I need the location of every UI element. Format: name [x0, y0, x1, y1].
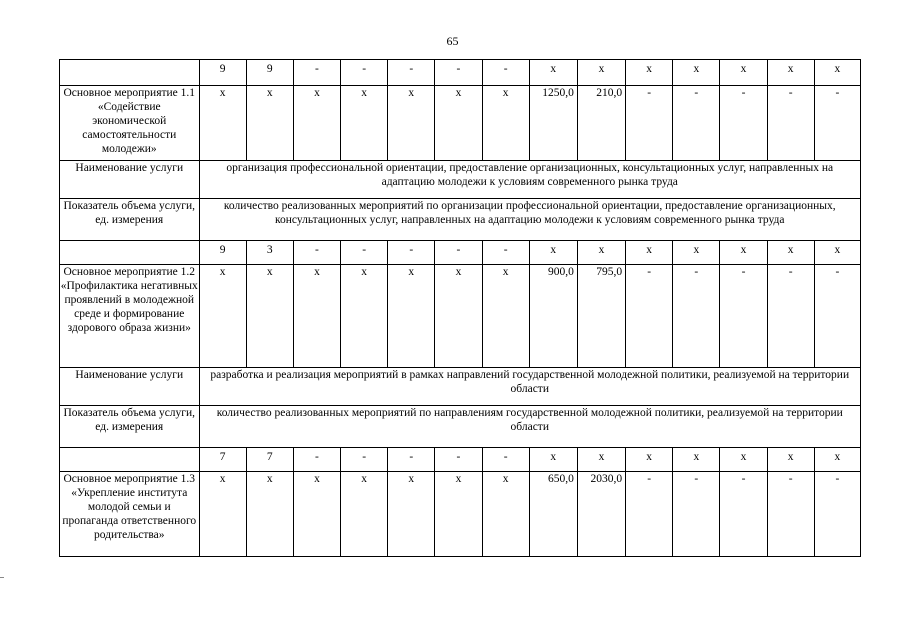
- table-cell: 1250,0: [529, 86, 577, 161]
- table-row: [60, 60, 861, 86]
- table-row: [60, 161, 861, 199]
- table-cell: х: [626, 60, 673, 86]
- table-cell: х: [293, 472, 340, 557]
- table-cell: -: [626, 472, 673, 557]
- table-cell: -: [626, 265, 673, 368]
- table-cell: х: [388, 472, 435, 557]
- table-cell: х: [199, 86, 246, 161]
- table-cell: х: [529, 60, 577, 86]
- table-cell: -: [626, 86, 673, 161]
- table-cell: х: [482, 86, 529, 161]
- table-cell: -: [482, 448, 529, 472]
- table-cell: х: [341, 265, 388, 368]
- table-cell: х: [814, 60, 860, 86]
- table-cell: -: [482, 241, 529, 265]
- table-cell: х: [814, 448, 860, 472]
- table-cell: -: [814, 86, 860, 161]
- indicator-text: количество реализованных мероприятий по организации профессиональной ориентации, предоставление организационных, консультационных услуг, направленных на адаптацию молодежи к условиям современного рынка труда: [199, 199, 860, 241]
- table-cell: -: [673, 265, 720, 368]
- table-row: [60, 199, 861, 241]
- table-cell: х: [767, 448, 814, 472]
- empty-label: [60, 241, 200, 265]
- table-cell: -: [767, 265, 814, 368]
- table-cell: -: [341, 241, 388, 265]
- table-cell: 2030,0: [577, 472, 625, 557]
- table-cell: -: [814, 265, 860, 368]
- table-cell: -: [388, 448, 435, 472]
- table-cell: х: [626, 241, 673, 265]
- indicator-text: количество реализованных мероприятий по направлениям государственной молодежной политики, реализуемой на территории области: [199, 406, 860, 448]
- table-cell: -: [293, 60, 340, 86]
- table-row: [60, 368, 861, 406]
- table-row: [60, 472, 861, 557]
- indicator-label: Показатель объема услуги, ед. измерения: [60, 199, 200, 241]
- table-row: [60, 406, 861, 448]
- table-cell: х: [293, 86, 340, 161]
- table-cell: х: [199, 472, 246, 557]
- table-cell: х: [388, 265, 435, 368]
- table-cell: -: [767, 472, 814, 557]
- table-cell: х: [720, 60, 767, 86]
- event-label: Основное мероприятие 1.1 «Содействие экономической самостоятельности молодежи»: [60, 86, 200, 161]
- table-cell: 9: [199, 241, 246, 265]
- table-row: [60, 265, 861, 368]
- table-cell: 7: [199, 448, 246, 472]
- table-cell: х: [341, 86, 388, 161]
- table-cell: 650,0: [529, 472, 577, 557]
- service-label: Наименование услуги: [60, 161, 200, 199]
- empty-label: [60, 448, 200, 472]
- table-row: [60, 241, 861, 265]
- table-cell: -: [435, 60, 482, 86]
- indicator-label: Показатель объема услуги, ед. измерения: [60, 406, 200, 448]
- table-cell: х: [482, 265, 529, 368]
- table-cell: -: [293, 448, 340, 472]
- program-table: [59, 59, 861, 557]
- table-row: [60, 86, 861, 161]
- table-cell: х: [577, 60, 625, 86]
- table-cell: -: [388, 241, 435, 265]
- table-cell: х: [673, 60, 720, 86]
- table-cell: 795,0: [577, 265, 625, 368]
- table-cell: -: [814, 472, 860, 557]
- table-cell: 9: [199, 60, 246, 86]
- table-cell: х: [577, 241, 625, 265]
- table-cell: -: [388, 60, 435, 86]
- table-cell: 3: [246, 241, 293, 265]
- table-cell: х: [435, 265, 482, 368]
- table-cell: -: [482, 60, 529, 86]
- table-cell: х: [529, 241, 577, 265]
- table-cell: х: [435, 86, 482, 161]
- table-cell: -: [673, 86, 720, 161]
- table-cell: х: [720, 448, 767, 472]
- table-cell: х: [246, 265, 293, 368]
- event-label: Основное мероприятие 1.2 «Профилактика негативных проявлений в молодежной среде и формирование здорового образа жизни»: [60, 265, 200, 368]
- table-cell: х: [529, 448, 577, 472]
- table-cell: 900,0: [529, 265, 577, 368]
- table-cell: -: [341, 448, 388, 472]
- table-cell: х: [626, 448, 673, 472]
- table-cell: х: [388, 86, 435, 161]
- table-cell: -: [435, 241, 482, 265]
- service-text: разработка и реализация мероприятий в рамках направлений государственной молодежной политики, реализуемой на территории области: [199, 368, 860, 406]
- table-cell: х: [577, 448, 625, 472]
- table-cell: -: [293, 241, 340, 265]
- table-cell: 7: [246, 448, 293, 472]
- table-cell: х: [246, 86, 293, 161]
- table-cell: х: [435, 472, 482, 557]
- page-number: 65: [446, 34, 459, 48]
- service-label: Наименование услуги: [60, 368, 200, 406]
- table-row: [60, 448, 861, 472]
- table-cell: х: [673, 448, 720, 472]
- table-cell: х: [814, 241, 860, 265]
- table-cell: -: [673, 472, 720, 557]
- table-cell: х: [482, 472, 529, 557]
- table-cell: х: [767, 241, 814, 265]
- table-cell: 210,0: [577, 86, 625, 161]
- table-cell: -: [341, 60, 388, 86]
- table-cell: х: [199, 265, 246, 368]
- table-cell: -: [435, 448, 482, 472]
- margin-mark: [0, 577, 4, 578]
- table-cell: -: [720, 265, 767, 368]
- table-cell: х: [767, 60, 814, 86]
- table-cell: х: [673, 241, 720, 265]
- table-cell: х: [293, 265, 340, 368]
- table-cell: -: [720, 472, 767, 557]
- table-cell: х: [341, 472, 388, 557]
- empty-label: [60, 60, 200, 86]
- service-text: организация профессиональной ориентации, предоставление организационных, консультационных услуг, направленных на адаптацию молодежи к условиям современного рынка труда: [199, 161, 860, 199]
- table-cell: -: [720, 86, 767, 161]
- table-cell: 9: [246, 60, 293, 86]
- table-cell: -: [767, 86, 814, 161]
- table-cell: х: [246, 472, 293, 557]
- event-label: Основное мероприятие 1.3 «Укрепление института молодой семьи и пропаганда ответственного родительства»: [60, 472, 200, 557]
- table-cell: х: [720, 241, 767, 265]
